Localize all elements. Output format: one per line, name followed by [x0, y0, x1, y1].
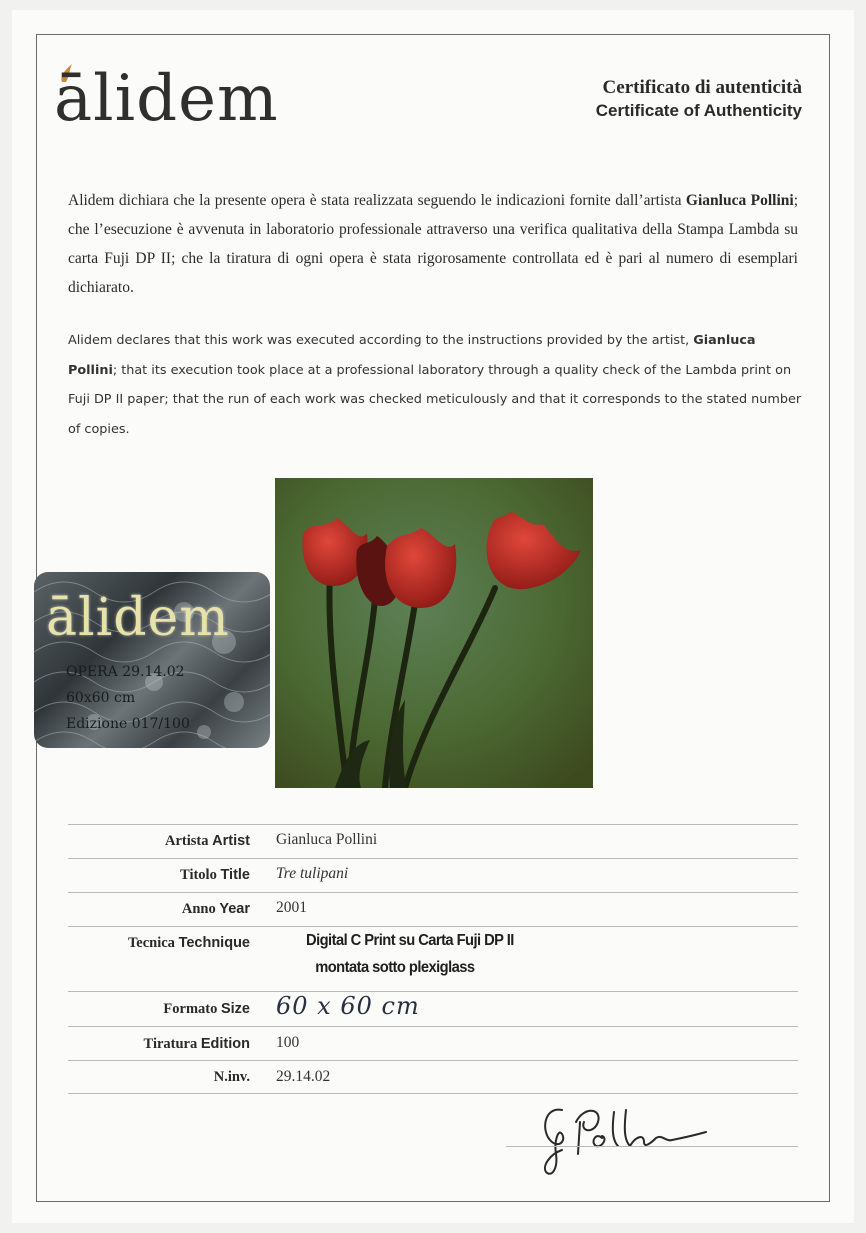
label-edition-it: Tiratura — [143, 1036, 198, 1052]
signature-line — [506, 1146, 798, 1147]
value-inventory: 29.14.02 — [276, 1068, 331, 1085]
label-year-en: Year — [219, 901, 250, 917]
value-size: 60 x 60 cm — [276, 992, 420, 1020]
statement-it-post: ; che l’esecuzione è avvenuta in laboratorio professionale attraverso una verifica qualitativa della Stampa Lambda su carta Fuji DP II; che la tiratura di ogni opera è stata rigorosamente controllata ed è pari al numero di esemplari dichiarato. — [68, 192, 798, 296]
label-inventory: N.inv. — [213, 1069, 250, 1085]
statement-english — [68, 326, 806, 444]
value-technique-line1: Digital C Print su Carta Fuji DP II — [306, 932, 514, 949]
row-size — [68, 991, 798, 1026]
artwork-image — [275, 478, 593, 788]
statement-en-post: ; that its execution took place at a professional laboratory through a quality check of the Lambda print on Fuji DP II paper; that the run of each work was checked meticulously and that it corresponds to the stated number of copies. — [68, 362, 802, 437]
label-edition-en: Edition — [200, 1036, 250, 1052]
label-title-en: Title — [220, 867, 250, 883]
row-year — [68, 892, 798, 926]
hologram-line-size: 60x60 cm — [66, 690, 136, 706]
statement-en-pre: Alidem declares that this work was executed according to the instructions provided by the artist, — [68, 333, 694, 348]
certificate-sheet — [12, 10, 854, 1223]
authenticity-hologram — [34, 572, 270, 748]
certificate-title-it: Certificato di autenticità — [602, 77, 802, 98]
row-title — [68, 858, 798, 892]
label-technique-en: Technique — [178, 935, 250, 951]
label-size-it: Formato — [163, 1001, 218, 1017]
row-edition — [68, 1026, 798, 1060]
details-table — [68, 824, 798, 1094]
statement-it-pre: Alidem dichiara che la presente opera è stata realizzata seguendo le indicazioni fornite dall’artista — [68, 192, 686, 209]
label-technique-it: Tecnica — [127, 935, 175, 951]
hologram-line-edition: Edizione 017/100 — [66, 716, 190, 732]
certificate-title — [596, 76, 802, 122]
statement-en-artist: Gianluca Pollini — [68, 333, 756, 378]
label-title-it: Titolo — [180, 867, 217, 883]
hologram-logo: ālidem — [46, 588, 230, 648]
alidem-logo: ālidem — [54, 62, 279, 136]
value-year: 2001 — [276, 899, 307, 916]
statement-it-artist: Gianluca Pollini — [685, 192, 794, 209]
hologram-line-opera: OPERA 29.14.02 — [66, 664, 185, 680]
certificate-title-en: Certificate of Authenticity — [595, 101, 802, 120]
label-size-en: Size — [220, 1001, 250, 1017]
artist-signature — [532, 1092, 732, 1182]
label-artist-en: Artist — [212, 833, 250, 849]
row-inventory — [68, 1060, 798, 1094]
row-artist — [68, 824, 798, 858]
statement-italian — [68, 186, 798, 302]
value-technique — [306, 927, 514, 981]
label-artist-it: Artista — [165, 833, 209, 849]
value-artist: Gianluca Pollini — [276, 831, 378, 848]
value-edition: 100 — [276, 1034, 300, 1051]
row-technique — [68, 926, 798, 991]
value-title: Tre tulipani — [276, 865, 349, 882]
value-technique-line2: montata sotto plexiglass — [315, 959, 475, 976]
label-year-it: Anno — [181, 901, 216, 917]
